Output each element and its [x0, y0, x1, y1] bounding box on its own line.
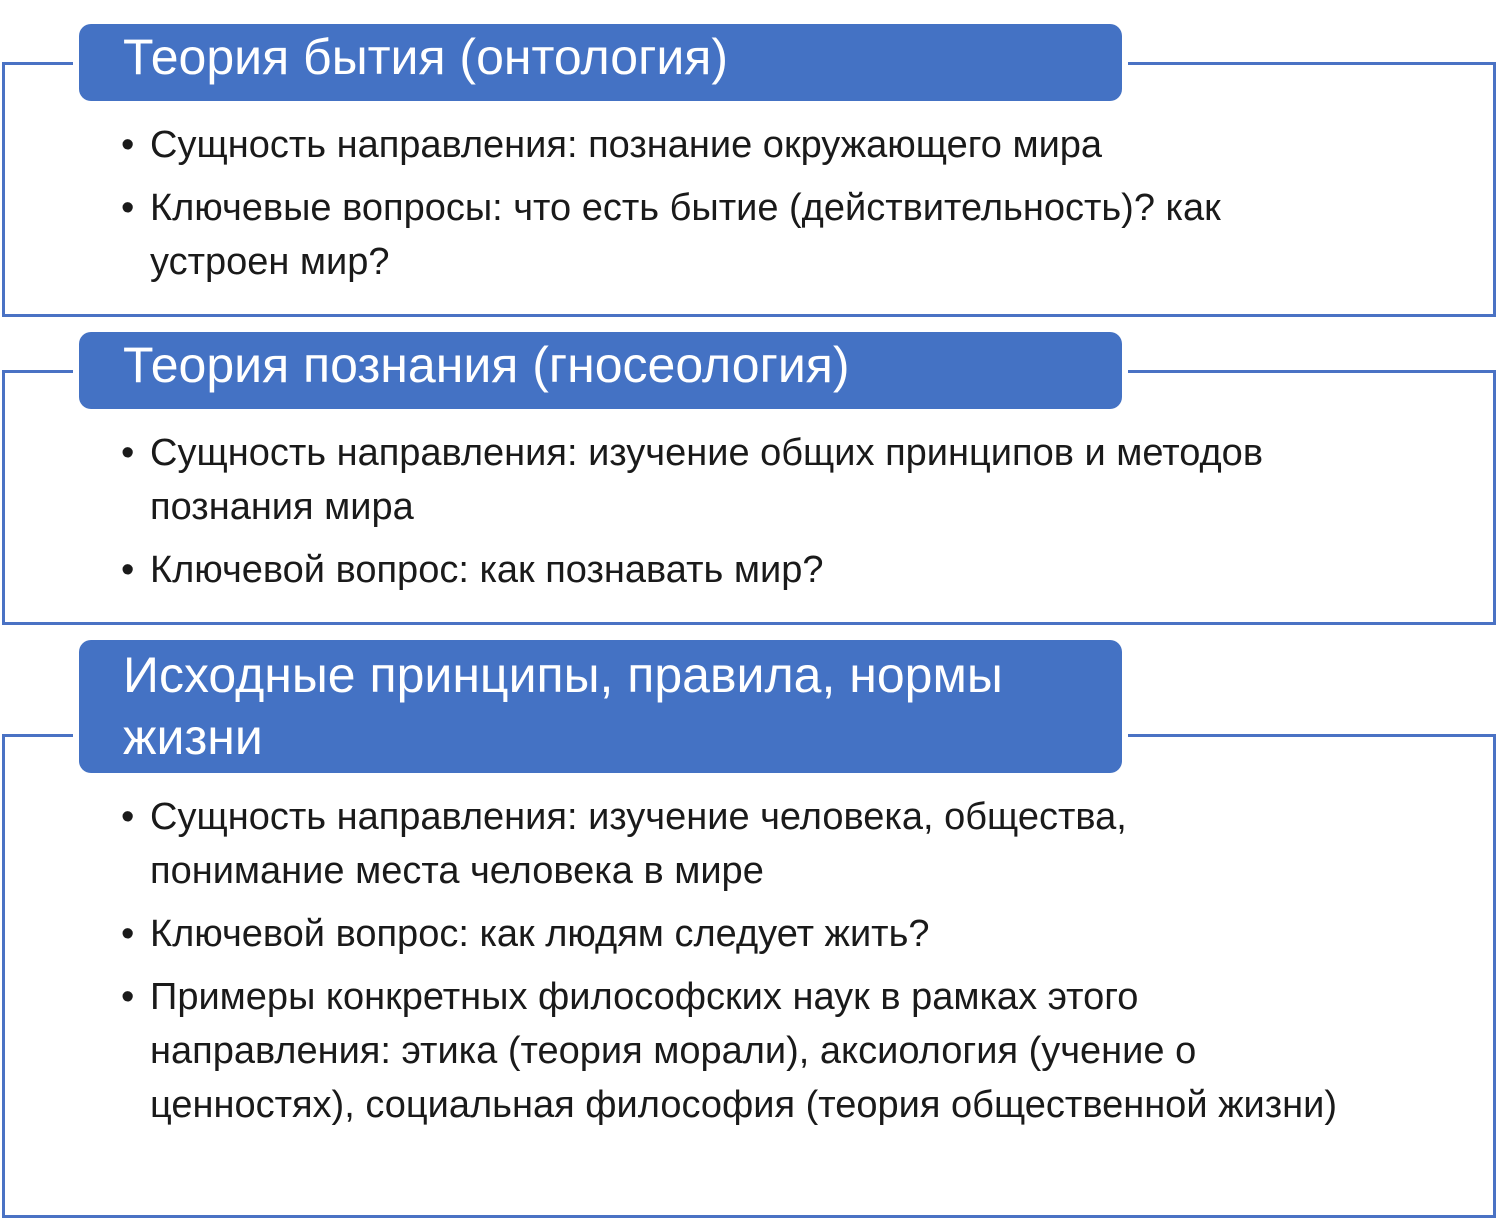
- bullet-icon: •: [121, 187, 135, 229]
- bullet-icon: •: [121, 976, 135, 1018]
- bullet-text: Сущность направления: познание окружающего мира: [150, 124, 1103, 166]
- bullet-icon: •: [121, 913, 135, 955]
- list-item: [118, 970, 1378, 1132]
- list-item: [118, 543, 1298, 597]
- bullet-text: Сущность направления: изучение человека, общества, понимание места человека в мире: [150, 796, 1127, 892]
- section-title-text: Теория познания (гносеология): [123, 337, 850, 393]
- bullet-text: Ключевые вопросы: что есть бытие (действительность)? как устроен мир?: [150, 187, 1221, 283]
- bullet-icon: •: [121, 432, 135, 474]
- bullet-list-epistemology: [118, 426, 1298, 606]
- bullet-list-ontology: [118, 118, 1418, 298]
- bullet-text: Ключевой вопрос: как познавать мир?: [150, 549, 824, 591]
- section-title-text: Исходные принципы, правила, нормы жизни: [123, 647, 1003, 765]
- list-item: [118, 790, 1300, 898]
- bullet-icon: •: [121, 124, 135, 166]
- list-item: [118, 426, 1298, 534]
- bullet-list-life-principles: [118, 790, 1378, 1141]
- list-item: [118, 907, 1378, 961]
- section-title-epistemology: [79, 332, 1122, 409]
- list-item: [118, 118, 1418, 172]
- section-title-ontology: [79, 24, 1122, 101]
- bullet-text: Ключевой вопрос: как людям следует жить?: [150, 913, 930, 955]
- section-title-text: Теория бытия (онтология): [123, 29, 728, 85]
- list-item: [118, 181, 1330, 289]
- bullet-icon: •: [121, 796, 135, 838]
- bullet-icon: •: [121, 549, 135, 591]
- bullet-text: Примеры конкретных философских наук в рамках этого направления: этика (теория морали), аксиология (учение о ценностях), социальная философия (теория общественной жизни): [150, 976, 1338, 1126]
- section-title-life-principles: [79, 640, 1122, 773]
- bullet-text: Сущность направления: изучение общих принципов и методов познания мира: [150, 432, 1264, 528]
